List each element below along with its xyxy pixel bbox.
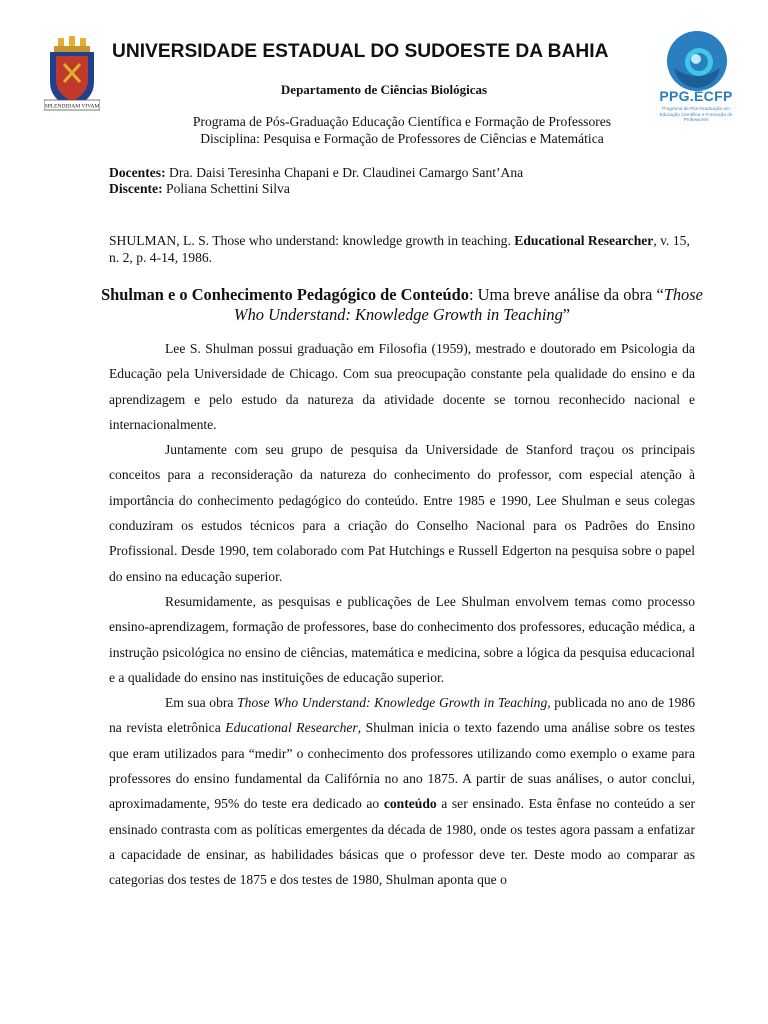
p4-text-2: publicada no ano de 1986 na revista eletrônica [109, 695, 695, 736]
reference-details: , v. 15, n. 2, p. 4-14, 1986. [109, 233, 690, 265]
paragraph-1: Lee S. Shulman possui graduação em Filosofia (1959), mestrado e doutorado em Psicologia da Educação pela Universidade de Chicago. Com sua preocupação constante pela qualidade do ensino e da aprendizagem e pelo estudo da natureza da atividade docente se tornou reconhecido nacional e internacionalmente. [109, 341, 695, 432]
title-bold: Shulman e o Conhecimento Pedagógico de Conteúdo [101, 285, 469, 304]
department-name: Departamento de Ciências Biológicas [280, 82, 488, 97]
ppg-subtitle-line1: Programa de Pós-Graduação em [662, 106, 730, 111]
p4-text-1: Em sua obra [165, 695, 238, 711]
title-rest: : Uma breve análise da obra “ [468, 285, 664, 304]
discente-line [109, 181, 709, 197]
paragraph-2: Juntamente com seu grupo de pesquisa da Universidade de Stanford traçou os principais conceitos para a reconsideração da natureza do conhecimento do professor, com especial atenção à importância do conhecimento pedagógico do conteúdo. Entre 1985 e 1990, Lee Shulman e seus colegas conduziram os estudos técnicos para a criação do Conselho Nacional para os Padrões do Ensino Profissional. Desde 1990, tem colaborado com Pat Hutchings e Russell Edgerton na pesquisa sobre o papel do ensino na educação superior. [109, 442, 695, 584]
body-text [109, 336, 695, 893]
docentes-line [109, 165, 709, 181]
paragraph-4 [109, 690, 695, 892]
docentes-names: Dra. Daisi Teresinha Chapani e Dr. Claudinei Camargo Sant’Ana [169, 165, 524, 180]
p4-journal: Educational Researcher [225, 720, 358, 736]
p4-bold-word: conteúdo [383, 796, 437, 812]
title-italic: Those Who Understand: Knowledge Growth in Teaching [233, 285, 703, 324]
reference-journal: Educational Researcher [514, 233, 654, 248]
p4-book-title: Those Who Understand: Knowledge Growth in Teaching, [237, 695, 551, 711]
docentes-label: Docentes: [109, 165, 166, 180]
crest-motto: SPLENDIDAM VIVAM [44, 103, 100, 110]
discente-name: Poliana Schettini Silva [166, 181, 290, 196]
p4-text-4: a ser ensinado. Esta ênfase no conteúdo a ser ensinado contrasta com as políticas emergentes da década de 1980, onde os testes agora passam a enfatizar a capacidade de ensinar, as habilidades básicas que o professor deve ter. Deste modo ao comparar as categorias dos testes de 1875 e dos testes de 1980, Shulman aponta que o [109, 796, 695, 888]
program-name: Programa de Pós-Graduação Educação Científica e Formação de Professores [192, 114, 612, 129]
ppg-subtitle [648, 106, 744, 123]
ppg-subtitle-line2: Educação Científica e Formação de Professores [659, 111, 733, 123]
bibliographic-reference [109, 232, 695, 266]
ppg-ecfp-logo [648, 30, 744, 126]
ppg-name: PPG.ECFP [659, 88, 733, 104]
ppg-circle-icon [666, 30, 728, 92]
university-title: UNIVERSIDADE ESTADUAL DO SUDOESTE DA BAHIA [112, 41, 609, 62]
university-crest-icon [44, 36, 100, 116]
document-title [100, 285, 704, 325]
discente-label: Discente: [109, 181, 163, 196]
reference-authors: SHULMAN, L. S. Those who understand: knowledge growth in teaching. [109, 233, 511, 248]
people-block [109, 165, 709, 197]
p4-text-3: , Shulman inicia o texto fazendo uma análise sobre os testes que eram utilizados para “medir” o conhecimento dos professores utilizando como exemplo o exame para professores do ensino fundamental da Califórnia no ano 1875. A partir de suas análises, o autor conclui, aproximadamente, 95% do teste era dedicado ao [109, 720, 695, 812]
program-info [112, 113, 692, 147]
paragraph-3: Resumidamente, as pesquisas e publicações de Lee Shulman envolvem temas como processo ensino-aprendizagem, formação de professores, base do conhecimento dos professores, educação médica, a instrução psicológica no ensino de ciências, matemática e medicina, sobre a lógica da pesquisa educacional e a qualidade do ensino nas instituições de educação superior. [109, 593, 695, 685]
discipline-name: Disciplina: Pesquisa e Formação de Professores de Ciências e Matemática [200, 131, 604, 146]
title-close: ” [562, 305, 571, 324]
